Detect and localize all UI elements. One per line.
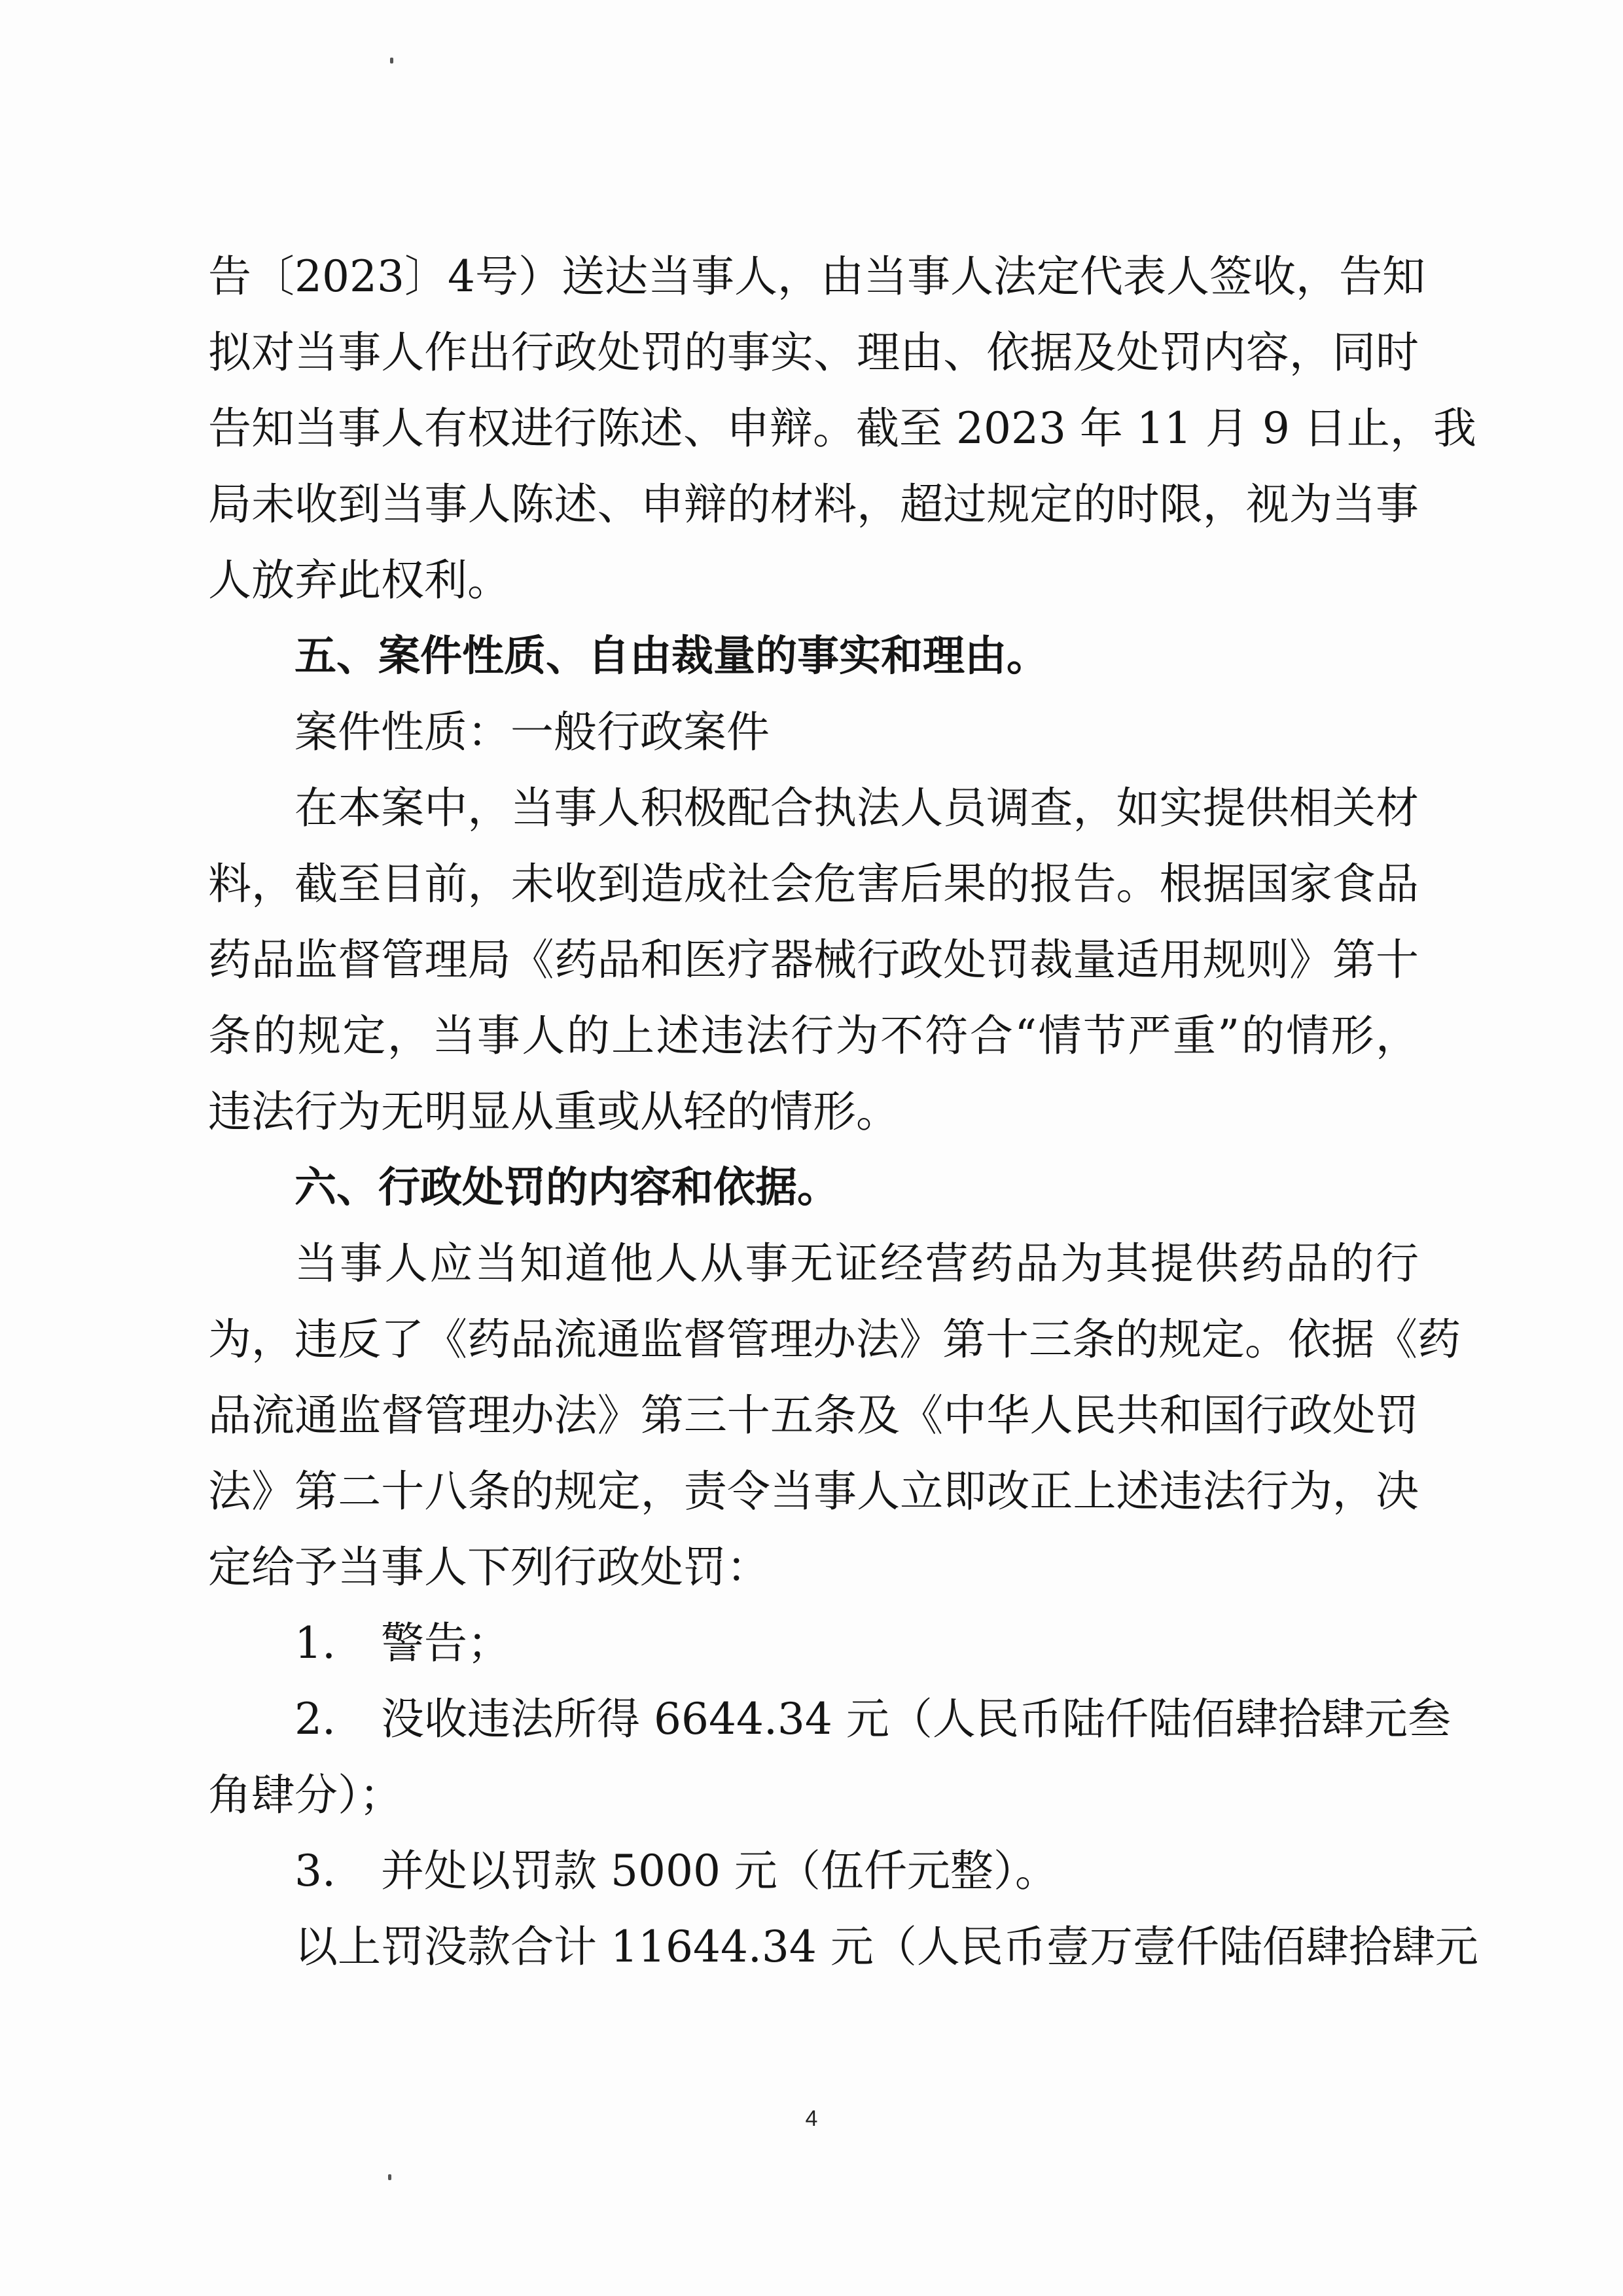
case-nature: 案件性质：一般行政案件 xyxy=(294,707,770,757)
total-penalty-line: 以上罚没款合计 11644.34 元（人民币壹万壹仟陆佰肆拾肆元 xyxy=(294,1922,1478,1972)
paragraph-line: 局未收到当事人陈述、申辩的材料，超过规定的时限，视为当事 xyxy=(208,479,1419,529)
penalty-item xyxy=(294,1607,1419,1679)
penalty-item-text: 没收违法所得 6644.34 元（人民币陆仟陆佰肆拾肆元叁 xyxy=(381,1694,1451,1744)
paragraph-line: 药品监督管理局《药品和医疗器械行政处罚裁量适用规则》第十 xyxy=(208,935,1419,985)
paragraph-line: 料，截至目前，未收到造成社会危害后果的报告。根据国家食品 xyxy=(208,859,1419,909)
paragraph-line: 在本案中，当事人积极配合执法人员调查，如实提供相关材 xyxy=(294,783,1419,833)
penalty-item xyxy=(294,1835,1419,1907)
penalty-item xyxy=(294,1683,1451,1755)
penalty-item-number: 1. xyxy=(294,1618,336,1668)
scan-speck xyxy=(388,2174,391,2180)
penalty-item-text: 警告； xyxy=(381,1618,510,1668)
section-heading: 六、行政处罚的内容和依据。 xyxy=(294,1164,839,1212)
penalty-item-number: 3. xyxy=(294,1846,336,1896)
paragraph-line: 违法行为无明显从重或从轻的情形。 xyxy=(208,1086,899,1137)
penalty-item-number: 2. xyxy=(294,1694,336,1744)
page-number: 4 xyxy=(805,2106,818,2131)
paragraph-line: 人放弃此权利。 xyxy=(208,555,510,605)
paragraph-line: 告知当事人有权进行陈述、申辩。截至 2023 年 11 月 9 日止，我 xyxy=(208,403,1476,454)
paragraph-line: 拟对当事人作出行政处罚的事实、理由、依据及处罚内容，同时 xyxy=(208,327,1419,378)
paragraph-line: 条的规定，当事人的上述违法行为不符合“情节严重”的情形， xyxy=(208,1011,1419,1061)
paragraph-line: 当事人应当知道他人从事无证经营药品为其提供药品的行 xyxy=(294,1238,1419,1289)
penalty-item-text: 并处以罚款 5000 元（伍仟元整）。 xyxy=(381,1846,1058,1896)
penalty-item-continuation: 角肆分）； xyxy=(208,1770,402,1820)
section-heading: 五、案件性质、自由裁量的事实和理由。 xyxy=(294,632,1048,681)
paragraph-line: 品流通监督管理办法》第三十五条及《中华人民共和国行政处罚 xyxy=(208,1390,1419,1441)
paragraph-line: 定给予当事人下列行政处罚： xyxy=(208,1542,770,1592)
paragraph-line: 告〔2023〕4号）送达当事人，由当事人法定代表人签收，告知 xyxy=(208,251,1425,302)
paragraph-line: 法》第二十八条的规定，责令当事人立即改正上述违法行为，决 xyxy=(208,1466,1419,1516)
paragraph-line: 为，违反了《药品流通监督管理办法》第十三条的规定。依据《药 xyxy=(208,1314,1461,1365)
scan-speck xyxy=(390,58,393,63)
